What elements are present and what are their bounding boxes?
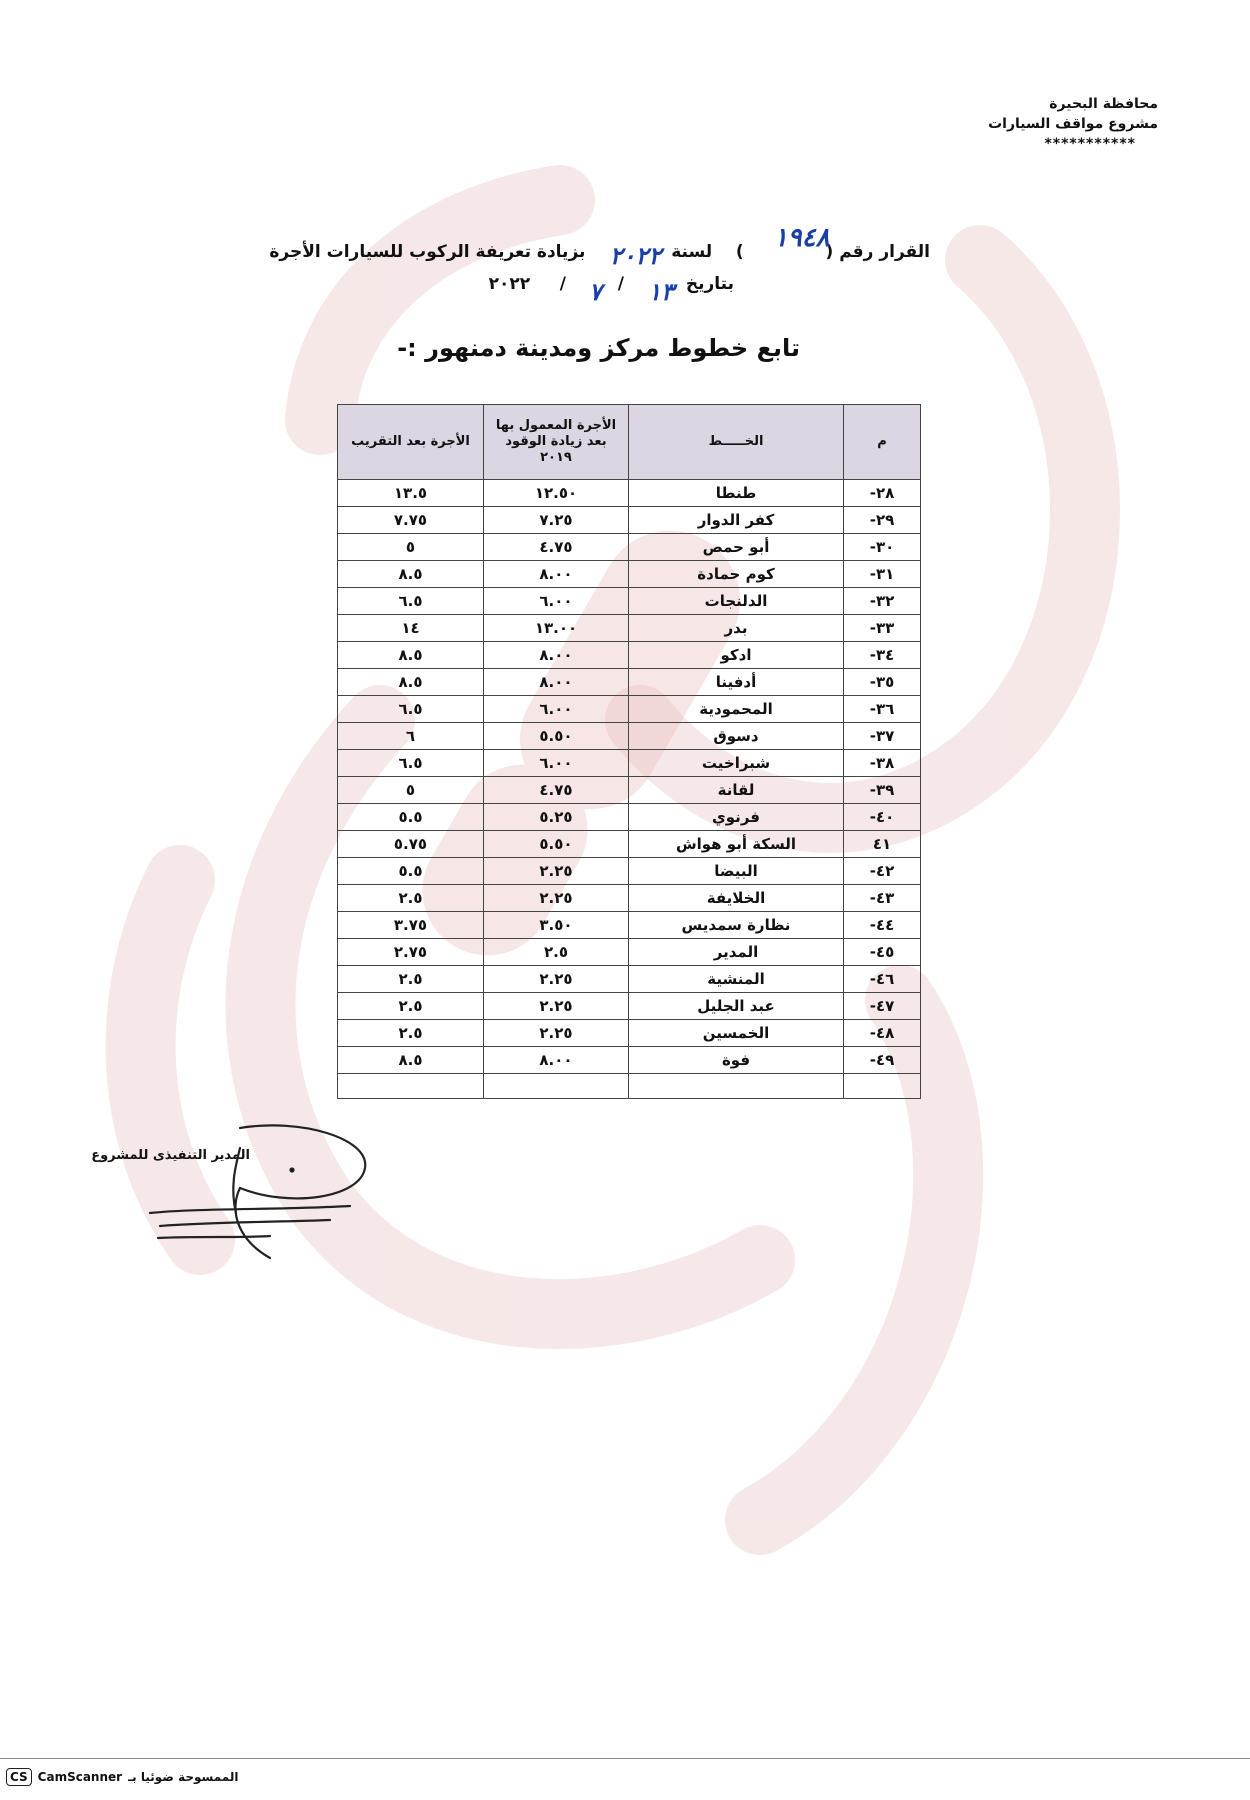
empty-cell: [338, 1074, 484, 1099]
table-row: [338, 534, 921, 561]
governorate-name: محافظة البحيرة: [1049, 96, 1158, 112]
stars-divider: ***********: [1044, 136, 1136, 152]
row-route: شبراخيت: [629, 750, 844, 777]
page-subtitle: تابع خطوط مركز ومدينة دمنهور :-: [397, 334, 800, 362]
table-row: [338, 912, 921, 939]
row-rounded-fare: ٥: [338, 534, 484, 561]
row-rounded-fare: ٢.٥: [338, 885, 484, 912]
row-current-fare: ٨.٠٠: [484, 561, 629, 588]
row-route: ادكو: [629, 642, 844, 669]
decision-label: القرار رقم (: [825, 242, 930, 262]
row-num: ٣٨-: [844, 750, 921, 777]
decision-line-2: [488, 274, 734, 306]
row-current-fare: ١٢.٥٠: [484, 480, 629, 507]
row-rounded-fare: ٢.٧٥: [338, 939, 484, 966]
row-rounded-fare: ٥.٧٥: [338, 831, 484, 858]
row-route: كوم حمادة: [629, 561, 844, 588]
row-current-fare: ٨.٠٠: [484, 642, 629, 669]
table-row-empty: [338, 1074, 921, 1099]
row-current-fare: ٨.٠٠: [484, 669, 629, 696]
footer-divider: [0, 1758, 1250, 1759]
table-row: [338, 669, 921, 696]
row-current-fare: ٥.٢٥: [484, 804, 629, 831]
manager-title: المدير التنفيذى للمشروع: [91, 1148, 250, 1163]
row-num: ٤١: [844, 831, 921, 858]
date-label: بتاريخ: [685, 274, 734, 294]
table-row: [338, 723, 921, 750]
row-rounded-fare: ٨.٥: [338, 669, 484, 696]
decision-block: [269, 223, 930, 312]
row-rounded-fare: ٦.٥: [338, 588, 484, 615]
year-label: لسنة: [671, 242, 713, 262]
row-rounded-fare: ٣.٧٥: [338, 912, 484, 939]
empty-cell: [629, 1074, 844, 1099]
row-route: السكة أبو هواش: [629, 831, 844, 858]
row-num: ٢٨-: [844, 480, 921, 507]
row-route: أدفينا: [629, 669, 844, 696]
row-num: ٣٤-: [844, 642, 921, 669]
row-num: ٣٩-: [844, 777, 921, 804]
table-row: [338, 1020, 921, 1047]
date-day-handwritten: ١٣: [648, 277, 674, 306]
row-current-fare: ٥.٥٠: [484, 831, 629, 858]
row-route: المنشية: [629, 966, 844, 993]
empty-cell: [484, 1074, 629, 1099]
row-num: ٤٧-: [844, 993, 921, 1020]
row-num: ٤٦-: [844, 966, 921, 993]
scanner-prefix: الممسوحة ضوئيا بـ: [128, 1770, 239, 1784]
row-route: نظارة سمديس: [629, 912, 844, 939]
table-row: [338, 939, 921, 966]
table-row: [338, 561, 921, 588]
row-current-fare: ٣.٥٠: [484, 912, 629, 939]
row-rounded-fare: ٥.٥: [338, 858, 484, 885]
decision-close-paren: ): [735, 242, 744, 262]
header-route: الخـــــط: [629, 405, 844, 480]
row-num: ٣٣-: [844, 615, 921, 642]
row-current-fare: ٧.٢٥: [484, 507, 629, 534]
row-rounded-fare: ٨.٥: [338, 1047, 484, 1074]
row-num: ٤٩-: [844, 1047, 921, 1074]
fares-table: [337, 404, 921, 1099]
row-route: طنطا: [629, 480, 844, 507]
table-row: [338, 750, 921, 777]
row-num: ٣٥-: [844, 669, 921, 696]
row-route: أبو حمص: [629, 534, 844, 561]
row-rounded-fare: ٦.٥: [338, 696, 484, 723]
row-num: ٤٤-: [844, 912, 921, 939]
table-row: [338, 858, 921, 885]
row-current-fare: ٦.٠٠: [484, 750, 629, 777]
table-row: [338, 1047, 921, 1074]
row-num: ٤٣-: [844, 885, 921, 912]
row-current-fare: ٥.٥٠: [484, 723, 629, 750]
project-name: مشروع مواقف السيارات: [988, 116, 1158, 132]
row-current-fare: ٤.٧٥: [484, 534, 629, 561]
table-row: [338, 966, 921, 993]
row-current-fare: ٢.٢٥: [484, 885, 629, 912]
row-route: الخمسين: [629, 1020, 844, 1047]
table-row: [338, 507, 921, 534]
table-row: [338, 480, 921, 507]
header-num: م: [844, 405, 921, 480]
row-current-fare: ٢.٢٥: [484, 1020, 629, 1047]
table-row: [338, 885, 921, 912]
row-num: ٤٨-: [844, 1020, 921, 1047]
row-rounded-fare: ٢.٥: [338, 993, 484, 1020]
row-current-fare: ١٣.٠٠: [484, 615, 629, 642]
row-route: عبد الجليل: [629, 993, 844, 1020]
row-rounded-fare: ٦.٥: [338, 750, 484, 777]
row-rounded-fare: ٨.٥: [338, 642, 484, 669]
row-route: الخلايفة: [629, 885, 844, 912]
row-num: ٣٢-: [844, 588, 921, 615]
row-current-fare: ٢.٢٥: [484, 993, 629, 1020]
row-route: فرنوي: [629, 804, 844, 831]
scanner-label: CamScanner: [37, 1770, 123, 1784]
table-row: [338, 696, 921, 723]
row-route: المدير: [629, 939, 844, 966]
row-rounded-fare: ٢.٥: [338, 966, 484, 993]
decision-subject: بزيادة تعريفة الركوب للسيارات الأجرة: [269, 242, 586, 262]
row-route: الدلنجات: [629, 588, 844, 615]
row-route: بدر: [629, 615, 844, 642]
table-row: [338, 804, 921, 831]
row-num: ٣٧-: [844, 723, 921, 750]
table-row: [338, 777, 921, 804]
row-num: ٣١-: [844, 561, 921, 588]
header-current-fare: الأجرة المعمول بها بعد زيادة الوقود ٢٠١٩: [484, 405, 629, 480]
date-separator-1: /: [617, 274, 625, 294]
date-month-handwritten: ٧: [588, 277, 602, 306]
camscanner-icon: CS: [6, 1768, 32, 1786]
year-handwritten: ٢٠٢٢: [609, 241, 662, 270]
row-rounded-fare: ٥.٥: [338, 804, 484, 831]
row-rounded-fare: ٢.٥: [338, 1020, 484, 1047]
header-rounded-fare: الأجرة بعد التقريب: [338, 405, 484, 480]
table-row: [338, 642, 921, 669]
date-year: ٢٠٢٢: [488, 274, 531, 294]
row-num: ٢٩-: [844, 507, 921, 534]
row-rounded-fare: ٨.٥: [338, 561, 484, 588]
table-header-row: [338, 405, 921, 480]
row-current-fare: ٢.٢٥: [484, 858, 629, 885]
row-rounded-fare: ٦: [338, 723, 484, 750]
row-route: البيضا: [629, 858, 844, 885]
row-current-fare: ٢.٢٥: [484, 966, 629, 993]
row-rounded-fare: ٥: [338, 777, 484, 804]
row-rounded-fare: ١٤: [338, 615, 484, 642]
issuer-header: [898, 94, 1158, 154]
decision-line-1: [269, 223, 930, 270]
table-row: [338, 831, 921, 858]
row-route: فوة: [629, 1047, 844, 1074]
row-current-fare: ٦.٠٠: [484, 696, 629, 723]
row-route: المحمودية: [629, 696, 844, 723]
empty-cell: [844, 1074, 921, 1099]
date-separator-2: /: [559, 274, 566, 294]
row-current-fare: ٤.٧٥: [484, 777, 629, 804]
row-route: دسوق: [629, 723, 844, 750]
row-current-fare: ٦.٠٠: [484, 588, 629, 615]
table-row: [338, 588, 921, 615]
table-row: [338, 615, 921, 642]
row-num: ٣٦-: [844, 696, 921, 723]
row-num: ٤٢-: [844, 858, 921, 885]
row-current-fare: ٨.٠٠: [484, 1047, 629, 1074]
row-num: ٤٠-: [844, 804, 921, 831]
row-route: لقانة: [629, 777, 844, 804]
table-row: [338, 993, 921, 1020]
row-current-fare: ٢.٥: [484, 939, 629, 966]
signature: [140, 1118, 400, 1268]
row-rounded-fare: ٧.٧٥: [338, 507, 484, 534]
row-num: ٣٠-: [844, 534, 921, 561]
row-route: كفر الدوار: [629, 507, 844, 534]
scanner-watermark: [6, 1766, 238, 1788]
row-num: ٤٥-: [844, 939, 921, 966]
decision-number-handwritten: ١٩٤٨: [773, 223, 830, 253]
row-rounded-fare: ١٣.٥: [338, 480, 484, 507]
